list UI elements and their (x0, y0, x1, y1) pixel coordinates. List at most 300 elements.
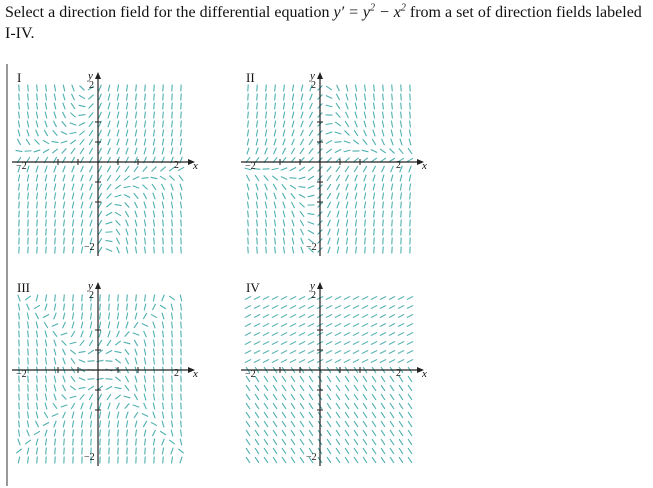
slope-segment (254, 359, 260, 362)
slope-segment (281, 359, 287, 362)
slope-segment (290, 185, 296, 189)
slope-segment (283, 103, 284, 110)
slope-segment (178, 449, 183, 453)
slope-segment (64, 304, 65, 311)
slope-segment (98, 166, 101, 172)
slope-segment (256, 184, 258, 191)
slope-segment (256, 130, 257, 137)
slope-segment (36, 295, 38, 302)
slope-segment (309, 421, 313, 427)
slope-segment (408, 412, 412, 418)
slope-segment (181, 220, 182, 227)
slope-segment (336, 385, 340, 391)
slope-segment (163, 349, 164, 356)
slope-segment (389, 158, 395, 162)
slope-segment (37, 220, 38, 227)
slope-segment (266, 247, 267, 254)
slope-segment (89, 148, 92, 154)
slope-segment (154, 238, 155, 245)
slope-segment (54, 166, 56, 173)
slope-segment (255, 376, 259, 382)
slope-segment (335, 332, 341, 335)
slope-segment (163, 238, 164, 245)
slope-segment (381, 430, 385, 436)
slope-segment (273, 448, 277, 454)
slope-segment (372, 430, 376, 436)
slope-segment (100, 430, 101, 437)
slope-segment (79, 122, 85, 125)
slope-segment (401, 112, 402, 119)
slope-segment (135, 148, 137, 155)
slope-segment (172, 349, 173, 356)
slope-segment (409, 139, 411, 146)
slope-segment (372, 457, 376, 463)
slope-segment (392, 193, 393, 200)
slope-segment (291, 421, 295, 427)
slope-segment (354, 376, 358, 382)
slope-segment (300, 376, 304, 382)
slope-segment (43, 314, 49, 317)
x-tick-label-neg: −2 (16, 161, 27, 172)
slope-segment (37, 376, 38, 383)
slope-segment (154, 229, 155, 236)
slope-segment (345, 412, 349, 418)
slope-segment (145, 448, 146, 455)
slope-segment (172, 211, 173, 218)
slope-segment (54, 394, 56, 401)
slope-segment (127, 85, 128, 92)
slope-segment (172, 385, 173, 392)
slope-segment (55, 247, 56, 254)
slope-segment (372, 394, 376, 400)
slope-segment (172, 358, 173, 365)
slope-segment (337, 238, 339, 245)
slope-segment (90, 202, 92, 209)
slope-segment (115, 212, 121, 216)
slope-segment (336, 403, 340, 409)
slope-segment (408, 457, 412, 463)
slope-segment (19, 322, 20, 329)
x-axis-label: x (193, 368, 198, 380)
slope-segment (327, 193, 330, 199)
slope-segment (248, 220, 249, 227)
slope-segment (364, 202, 365, 209)
question-text (5, 2, 651, 44)
slope-segment (381, 457, 385, 463)
slope-segment (153, 340, 154, 347)
slope-segment (374, 229, 375, 236)
slope-segment (154, 457, 155, 464)
slope-segment (154, 349, 155, 356)
slope-segment (337, 229, 339, 236)
slope-segment (70, 132, 77, 133)
slope-segment (274, 130, 276, 137)
slope-segment (255, 385, 259, 391)
slope-segment (247, 184, 249, 191)
panel-2-y-arrow (317, 72, 323, 79)
slope-segment (19, 313, 20, 320)
slope-segment (355, 193, 357, 200)
slope-segment (274, 193, 276, 200)
slope-segment (355, 175, 358, 181)
slope-segment (363, 403, 367, 409)
slope-segment (327, 457, 331, 463)
slope-segment (145, 94, 146, 101)
slope-segment (301, 121, 303, 128)
slope-segment (99, 322, 100, 329)
slope-segment (245, 350, 251, 353)
slope-segment (79, 105, 86, 107)
slope-segment (81, 202, 83, 209)
slope-segment (54, 340, 56, 347)
slope-segment (282, 430, 286, 436)
slope-segment (107, 175, 111, 181)
slope-segment (54, 385, 56, 392)
slope-segment (308, 230, 314, 233)
slope-segment (52, 149, 57, 153)
slope-segment (372, 412, 376, 418)
slope-segment (163, 94, 164, 101)
slope-segment (255, 439, 259, 445)
slope-segment (45, 385, 46, 392)
slope-segment (381, 439, 385, 445)
slope-segment (371, 314, 377, 317)
slope-segment (145, 247, 146, 254)
slope-segment (144, 349, 145, 356)
slope-segment (171, 430, 173, 437)
slope-segment (257, 121, 258, 128)
slope-segment (344, 314, 350, 317)
slope-segment (401, 211, 402, 218)
slope-segment (300, 220, 303, 226)
slope-segment (363, 139, 367, 144)
slope-segment (125, 331, 130, 336)
slope-segment (134, 412, 138, 418)
slope-segment (392, 211, 393, 218)
slope-segment (115, 341, 120, 345)
slope-segment (300, 403, 304, 409)
slope-segment (36, 130, 39, 136)
slope-segment (133, 333, 140, 335)
slope-segment (126, 322, 128, 329)
slope-segment (90, 220, 92, 227)
slope-segment (265, 121, 266, 128)
slope-segment (72, 220, 73, 227)
slope-segment (254, 323, 260, 326)
y-axis-label: y (88, 70, 93, 82)
slope-segment (380, 323, 386, 326)
slope-segment (117, 148, 120, 155)
slope-segment (355, 202, 356, 209)
slope-segment (171, 184, 173, 191)
slope-segment (336, 412, 340, 418)
slope-segment (246, 430, 250, 436)
slope-segment (126, 421, 127, 428)
slope-segment (344, 341, 350, 344)
slope-segment (135, 430, 136, 437)
slope-segment (354, 394, 358, 400)
slope-segment (81, 184, 83, 191)
slope-segment (18, 439, 20, 446)
slope-segment (310, 103, 313, 109)
slope-segment (81, 313, 82, 320)
slope-segment (309, 139, 313, 145)
slope-segment (326, 341, 332, 344)
slope-segment (266, 112, 267, 119)
slope-segment (290, 323, 296, 326)
slope-segment (381, 421, 385, 427)
slope-segment (327, 166, 332, 171)
slope-segment (266, 94, 267, 101)
panel-4-field (245, 296, 413, 462)
slope-segment (257, 112, 258, 119)
slope-segment (36, 439, 38, 446)
slope-segment (290, 341, 296, 344)
x-tick-label-pos: 2 (396, 160, 401, 171)
slope-segment (363, 166, 366, 172)
slope-segment (45, 304, 47, 311)
slope-segment (283, 121, 285, 128)
slope-segment (256, 139, 258, 146)
slope-segment (99, 103, 102, 109)
slope-segment (27, 421, 28, 428)
slope-segment (373, 130, 375, 137)
slope-segment (291, 385, 295, 391)
slope-segment (133, 176, 139, 179)
slope-segment (281, 332, 287, 335)
y-axis-label: y (310, 70, 315, 82)
slope-segment (162, 130, 163, 137)
slope-segment (281, 341, 287, 344)
slope-segment (108, 121, 110, 128)
slope-segment (28, 211, 29, 218)
slope-segment (392, 85, 393, 92)
slope-segment (72, 421, 73, 428)
slope-segment (282, 193, 285, 199)
slope-segment (115, 351, 122, 352)
slope-segment (272, 323, 278, 326)
slope-segment (283, 202, 285, 209)
slope-segment (381, 394, 385, 400)
slope-segment (160, 167, 165, 172)
slope-segment (300, 430, 304, 436)
slope-segment (380, 158, 386, 162)
slope-segment (108, 85, 110, 92)
slope-segment (162, 193, 164, 200)
slope-segment (354, 166, 358, 172)
slope-segment (109, 313, 110, 320)
slope-segment (70, 396, 77, 398)
slope-segment (36, 175, 38, 182)
slope-segment (171, 457, 172, 464)
slope-segment (181, 103, 182, 110)
slope-segment (255, 448, 259, 454)
slope-segment (364, 112, 366, 119)
slope-segment (135, 421, 137, 428)
slope-segment (335, 149, 341, 152)
slope-segment (336, 166, 340, 172)
slope-segment (142, 324, 148, 327)
slope-segment (91, 439, 92, 446)
slope-segment (27, 448, 29, 455)
slope-segment (163, 376, 164, 383)
slope-segment (365, 220, 366, 227)
slope-segment (398, 341, 404, 344)
slope-segment (363, 394, 367, 400)
slope-segment (98, 340, 101, 346)
slope-segment (272, 168, 279, 169)
slope-segment (408, 385, 412, 391)
slope-segment (374, 238, 375, 245)
slope-segment (283, 211, 285, 218)
slope-segment (43, 140, 49, 144)
slope-segment (362, 359, 368, 362)
slope-segment (362, 305, 368, 308)
slope-segment (292, 247, 293, 254)
slope-segment (281, 177, 287, 180)
slope-segment (70, 140, 76, 144)
slope-segment (272, 341, 278, 344)
slope-segment (399, 439, 403, 445)
slope-segment (408, 376, 412, 382)
slope-segment (290, 167, 296, 170)
slope-segment (45, 103, 46, 110)
slope-segment (255, 175, 259, 181)
slope-segment (398, 332, 404, 335)
slope-segment (337, 220, 339, 227)
slope-segment (283, 130, 285, 137)
slope-segment (327, 448, 331, 454)
slope-segment (125, 211, 128, 217)
slope-segment (264, 175, 269, 180)
slope-segment (275, 85, 276, 92)
y-axis-label: y (310, 280, 315, 292)
slope-segment (180, 202, 181, 209)
slope-segment (354, 421, 358, 427)
slope-segment (292, 229, 294, 236)
slope-segment (407, 305, 413, 308)
slope-segment (115, 195, 122, 197)
slope-segment (81, 220, 83, 227)
slope-segment (99, 85, 102, 91)
slope-segment (326, 86, 332, 90)
slope-segment (373, 103, 374, 110)
slope-segment (390, 149, 395, 154)
slope-segment (335, 314, 341, 317)
slope-segment (134, 394, 137, 400)
slope-segment (301, 103, 303, 110)
slope-segment (346, 238, 347, 245)
slope-segment (90, 403, 92, 410)
slope-segment (265, 148, 268, 154)
slope-segment (247, 148, 249, 155)
slope-segment (274, 121, 275, 128)
y-tick-label-neg: −2 (84, 452, 95, 463)
slope-segment (106, 350, 112, 353)
slope-segment (354, 403, 358, 409)
slope-segment (245, 296, 251, 299)
slope-segment (273, 403, 277, 409)
slope-segment (145, 295, 146, 302)
slope-segment (344, 150, 351, 152)
slope-segment (160, 176, 166, 180)
slope-segment (72, 202, 73, 209)
slope-segment (98, 184, 101, 190)
slope-segment (171, 448, 173, 455)
slope-segment (27, 121, 28, 128)
slope-segment (64, 220, 65, 227)
slope-segment (272, 305, 278, 308)
panel-3-y-arrow (95, 282, 101, 289)
slope-segment (410, 103, 411, 110)
slope-segment (273, 412, 277, 418)
slope-segment (82, 439, 83, 446)
slope-segment (263, 296, 269, 299)
slope-segment (245, 332, 251, 335)
slope-segment (172, 394, 173, 401)
slope-segment (374, 94, 375, 101)
slope-segment (64, 448, 65, 455)
slope-segment (383, 103, 384, 110)
slope-segment (162, 448, 163, 455)
slope-segment (245, 359, 251, 362)
slope-segment (248, 112, 249, 119)
slope-segment (117, 322, 119, 329)
slope-segment (407, 359, 413, 362)
slope-segment (308, 314, 314, 317)
slope-segment (135, 121, 136, 128)
slope-segment (309, 430, 313, 436)
slope-segment (16, 150, 23, 151)
slope-segment (371, 323, 377, 326)
slope-segment (117, 412, 119, 419)
slope-segment (281, 314, 287, 317)
slope-segment (308, 350, 314, 353)
slope-segment (88, 350, 94, 354)
slope-segment (308, 213, 315, 214)
slope-segment (308, 341, 314, 344)
slope-segment (116, 220, 121, 225)
slope-segment (344, 131, 349, 136)
slope-segment (309, 394, 313, 400)
slope-segment (89, 104, 94, 109)
slope-segment (19, 331, 20, 338)
slope-segment (336, 421, 340, 427)
slope-segment (400, 121, 401, 128)
slope-segment (54, 202, 55, 209)
slope-segment (372, 439, 376, 445)
slope-segment (18, 304, 19, 311)
slope-segment (98, 148, 101, 154)
slope-segment (273, 394, 277, 400)
slope-segment (292, 112, 294, 119)
slope-segment (70, 350, 76, 354)
slope-segment (64, 229, 65, 236)
slope-segment (308, 176, 314, 180)
slope-segment (374, 220, 375, 227)
slope-segment (90, 193, 93, 200)
slope-segment (346, 103, 348, 110)
slope-segment (337, 184, 340, 190)
slope-segment (36, 121, 38, 128)
slope-segment (326, 140, 332, 143)
slope-segment (125, 358, 128, 364)
slope-segment (127, 439, 128, 446)
slope-segment (27, 175, 28, 182)
slope-segment (257, 211, 258, 218)
equation-exponent-1: 2 (369, 2, 375, 14)
slope-segment (256, 148, 258, 155)
